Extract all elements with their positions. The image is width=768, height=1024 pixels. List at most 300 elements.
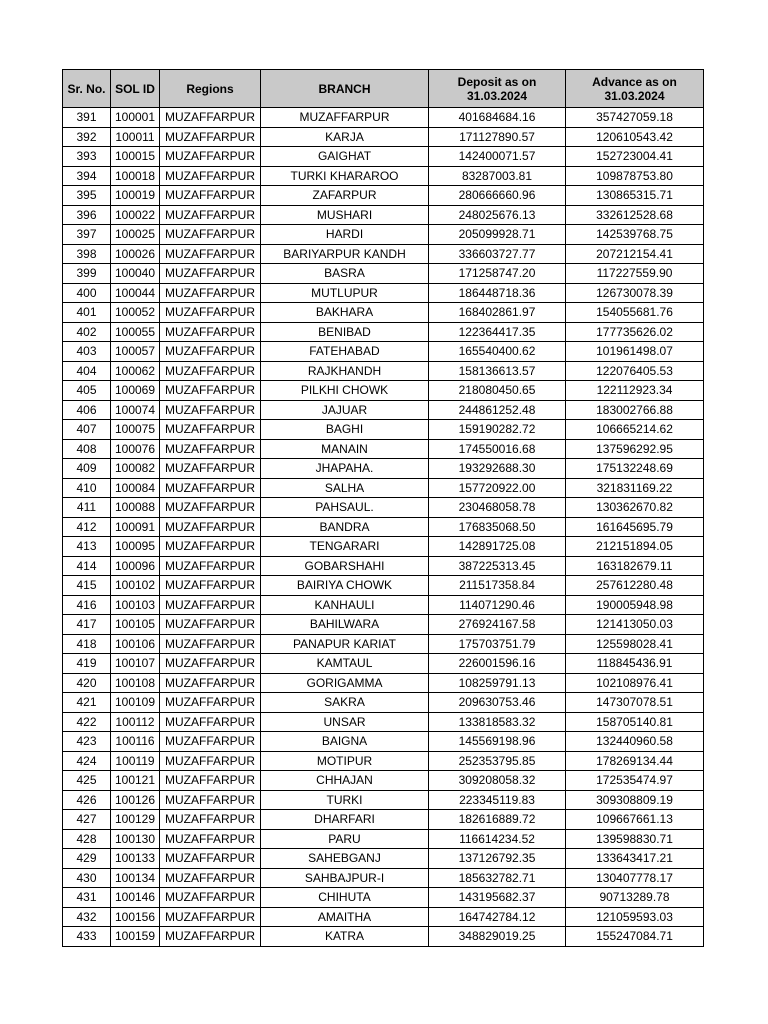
cell-branch: MUSHARI — [261, 205, 429, 225]
cell-region: MUZAFFARPUR — [160, 868, 261, 888]
cell-region: MUZAFFARPUR — [160, 186, 261, 206]
cell-deposit: 114071290.46 — [429, 595, 566, 615]
cell-sr-no: 391 — [63, 108, 111, 128]
cell-sr-no: 395 — [63, 186, 111, 206]
cell-sol-id: 100112 — [111, 712, 160, 732]
cell-sr-no: 424 — [63, 751, 111, 771]
cell-advance: 147307078.51 — [566, 693, 704, 713]
cell-sol-id: 100026 — [111, 244, 160, 264]
cell-sol-id: 100126 — [111, 790, 160, 810]
header-sr-no: Sr. No. — [63, 70, 111, 108]
cell-sr-no: 416 — [63, 595, 111, 615]
cell-region: MUZAFFARPUR — [160, 615, 261, 635]
cell-advance: 130407778.17 — [566, 868, 704, 888]
table-row — [63, 790, 704, 810]
cell-sol-id: 100011 — [111, 127, 160, 147]
cell-advance: 212151894.05 — [566, 537, 704, 557]
cell-sol-id: 100105 — [111, 615, 160, 635]
cell-deposit: 182616889.72 — [429, 810, 566, 830]
cell-deposit: 168402861.97 — [429, 303, 566, 323]
table-row — [63, 264, 704, 284]
cell-deposit: 145569198.96 — [429, 732, 566, 752]
cell-advance: 126730078.39 — [566, 283, 704, 303]
table-row — [63, 283, 704, 303]
cell-advance: 106665214.62 — [566, 420, 704, 440]
cell-sol-id: 100107 — [111, 654, 160, 674]
cell-advance: 142539768.75 — [566, 225, 704, 245]
cell-sr-no: 409 — [63, 459, 111, 479]
cell-region: MUZAFFARPUR — [160, 634, 261, 654]
cell-sr-no: 412 — [63, 517, 111, 537]
cell-branch: PILKHI CHOWK — [261, 381, 429, 401]
cell-sol-id: 100022 — [111, 205, 160, 225]
cell-sr-no: 423 — [63, 732, 111, 752]
table-row — [63, 517, 704, 537]
cell-advance: 118845436.91 — [566, 654, 704, 674]
cell-advance: 122076405.53 — [566, 361, 704, 381]
header-regions: Regions — [160, 70, 261, 108]
cell-sr-no: 425 — [63, 771, 111, 791]
header-deposit: Deposit as on 31.03.2024 — [429, 70, 566, 108]
table-row — [63, 166, 704, 186]
cell-advance: 132440960.58 — [566, 732, 704, 752]
cell-sol-id: 100088 — [111, 498, 160, 518]
cell-deposit: 171258747.20 — [429, 264, 566, 284]
cell-branch: MANAIN — [261, 439, 429, 459]
table-row — [63, 751, 704, 771]
cell-branch: KANHAULI — [261, 595, 429, 615]
cell-branch: UNSAR — [261, 712, 429, 732]
cell-sol-id: 100084 — [111, 478, 160, 498]
cell-sol-id: 100069 — [111, 381, 160, 401]
cell-region: MUZAFFARPUR — [160, 439, 261, 459]
cell-advance: 122112923.34 — [566, 381, 704, 401]
cell-sr-no: 408 — [63, 439, 111, 459]
cell-deposit: 223345119.83 — [429, 790, 566, 810]
cell-sol-id: 100019 — [111, 186, 160, 206]
cell-branch: PARU — [261, 829, 429, 849]
cell-sr-no: 426 — [63, 790, 111, 810]
cell-advance: 152723004.41 — [566, 147, 704, 167]
cell-advance: 155247084.71 — [566, 927, 704, 947]
table-row — [63, 420, 704, 440]
cell-advance: 130865315.71 — [566, 186, 704, 206]
cell-sr-no: 428 — [63, 829, 111, 849]
cell-advance: 101961498.07 — [566, 342, 704, 362]
cell-sr-no: 393 — [63, 147, 111, 167]
table-row — [63, 205, 704, 225]
table-row — [63, 712, 704, 732]
cell-deposit: 143195682.37 — [429, 888, 566, 908]
cell-deposit: 174550016.68 — [429, 439, 566, 459]
cell-region: MUZAFFARPUR — [160, 361, 261, 381]
cell-sr-no: 433 — [63, 927, 111, 947]
cell-region: MUZAFFARPUR — [160, 888, 261, 908]
cell-sol-id: 100018 — [111, 166, 160, 186]
cell-sol-id: 100130 — [111, 829, 160, 849]
cell-deposit: 108259791.13 — [429, 673, 566, 693]
cell-sol-id: 100040 — [111, 264, 160, 284]
cell-advance: 183002766.88 — [566, 400, 704, 420]
cell-branch: BAGHI — [261, 420, 429, 440]
cell-advance: 172535474.97 — [566, 771, 704, 791]
table-row — [63, 868, 704, 888]
cell-branch: JHAPAHA. — [261, 459, 429, 479]
cell-branch: SALHA — [261, 478, 429, 498]
cell-advance: 178269134.44 — [566, 751, 704, 771]
cell-sr-no: 392 — [63, 127, 111, 147]
cell-deposit: 186448718.36 — [429, 283, 566, 303]
cell-branch: MOTIPUR — [261, 751, 429, 771]
cell-branch: PANAPUR KARIAT — [261, 634, 429, 654]
cell-advance: 175132248.69 — [566, 459, 704, 479]
table-row — [63, 459, 704, 479]
cell-advance: 357427059.18 — [566, 108, 704, 128]
cell-region: MUZAFFARPUR — [160, 693, 261, 713]
table-row — [63, 478, 704, 498]
cell-advance: 309308809.19 — [566, 790, 704, 810]
cell-deposit: 83287003.81 — [429, 166, 566, 186]
cell-deposit: 280666660.96 — [429, 186, 566, 206]
cell-advance: 133643417.21 — [566, 849, 704, 869]
cell-region: MUZAFFARPUR — [160, 517, 261, 537]
cell-deposit: 336603727.77 — [429, 244, 566, 264]
cell-region: MUZAFFARPUR — [160, 108, 261, 128]
cell-sol-id: 100095 — [111, 537, 160, 557]
cell-sol-id: 100102 — [111, 576, 160, 596]
table-row — [63, 439, 704, 459]
cell-deposit: 205099928.71 — [429, 225, 566, 245]
cell-sol-id: 100146 — [111, 888, 160, 908]
cell-sr-no: 431 — [63, 888, 111, 908]
table-row — [63, 322, 704, 342]
cell-sol-id: 100159 — [111, 927, 160, 947]
table-row — [63, 537, 704, 557]
table-row — [63, 849, 704, 869]
cell-region: MUZAFFARPUR — [160, 576, 261, 596]
cell-sol-id: 100109 — [111, 693, 160, 713]
cell-sol-id: 100052 — [111, 303, 160, 323]
cell-branch: BAIRIYA CHOWK — [261, 576, 429, 596]
table-row — [63, 556, 704, 576]
cell-sol-id: 100106 — [111, 634, 160, 654]
cell-region: MUZAFFARPUR — [160, 381, 261, 401]
cell-branch: KATRA — [261, 927, 429, 947]
cell-sr-no: 413 — [63, 537, 111, 557]
cell-sr-no: 420 — [63, 673, 111, 693]
table-row — [63, 225, 704, 245]
cell-sr-no: 407 — [63, 420, 111, 440]
cell-deposit: 159190282.72 — [429, 420, 566, 440]
cell-region: MUZAFFARPUR — [160, 283, 261, 303]
cell-deposit: 244861252.48 — [429, 400, 566, 420]
header-branch: BRANCH — [261, 70, 429, 108]
table-row — [63, 771, 704, 791]
cell-advance: 332612528.68 — [566, 205, 704, 225]
table-row — [63, 927, 704, 947]
cell-branch: SAHBAJPUR-I — [261, 868, 429, 888]
cell-advance: 121059593.03 — [566, 907, 704, 927]
cell-sr-no: 419 — [63, 654, 111, 674]
cell-sol-id: 100074 — [111, 400, 160, 420]
table-row — [63, 244, 704, 264]
cell-deposit: 387225313.45 — [429, 556, 566, 576]
cell-sr-no: 418 — [63, 634, 111, 654]
cell-sr-no: 430 — [63, 868, 111, 888]
cell-advance: 137596292.95 — [566, 439, 704, 459]
table-row — [63, 127, 704, 147]
cell-advance: 125598028.41 — [566, 634, 704, 654]
cell-region: MUZAFFARPUR — [160, 595, 261, 615]
cell-region: MUZAFFARPUR — [160, 225, 261, 245]
cell-advance: 130362670.82 — [566, 498, 704, 518]
cell-branch: KARJA — [261, 127, 429, 147]
cell-region: MUZAFFARPUR — [160, 673, 261, 693]
cell-branch: KAMTAUL — [261, 654, 429, 674]
cell-region: MUZAFFARPUR — [160, 400, 261, 420]
table-row — [63, 654, 704, 674]
cell-region: MUZAFFARPUR — [160, 790, 261, 810]
cell-branch: BAHILWARA — [261, 615, 429, 635]
cell-deposit: 276924167.58 — [429, 615, 566, 635]
cell-region: MUZAFFARPUR — [160, 751, 261, 771]
cell-deposit: 176835068.50 — [429, 517, 566, 537]
table-body — [63, 108, 704, 947]
cell-sol-id: 100116 — [111, 732, 160, 752]
cell-region: MUZAFFARPUR — [160, 654, 261, 674]
cell-deposit: 142400071.57 — [429, 147, 566, 167]
cell-deposit: 401684684.16 — [429, 108, 566, 128]
cell-sol-id: 100156 — [111, 907, 160, 927]
cell-region: MUZAFFARPUR — [160, 459, 261, 479]
cell-sr-no: 399 — [63, 264, 111, 284]
cell-branch: PAHSAUL. — [261, 498, 429, 518]
table-header-row — [63, 70, 704, 108]
cell-deposit: 122364417.35 — [429, 322, 566, 342]
cell-branch: HARDI — [261, 225, 429, 245]
cell-branch: SAKRA — [261, 693, 429, 713]
cell-region: MUZAFFARPUR — [160, 147, 261, 167]
cell-advance: 161645695.79 — [566, 517, 704, 537]
cell-region: MUZAFFARPUR — [160, 322, 261, 342]
cell-sr-no: 403 — [63, 342, 111, 362]
cell-sol-id: 100108 — [111, 673, 160, 693]
cell-advance: 321831169.22 — [566, 478, 704, 498]
cell-branch: BASRA — [261, 264, 429, 284]
cell-deposit: 133818583.32 — [429, 712, 566, 732]
cell-deposit: 164742784.12 — [429, 907, 566, 927]
cell-sol-id: 100055 — [111, 322, 160, 342]
cell-region: MUZAFFARPUR — [160, 537, 261, 557]
cell-advance: 257612280.48 — [566, 576, 704, 596]
cell-deposit: 158136613.57 — [429, 361, 566, 381]
table-row — [63, 829, 704, 849]
cell-deposit: 142891725.08 — [429, 537, 566, 557]
table-row — [63, 907, 704, 927]
cell-sr-no: 415 — [63, 576, 111, 596]
cell-advance: 109878753.80 — [566, 166, 704, 186]
cell-deposit: 309208058.32 — [429, 771, 566, 791]
cell-region: MUZAFFARPUR — [160, 166, 261, 186]
cell-advance: 177735626.02 — [566, 322, 704, 342]
cell-sr-no: 427 — [63, 810, 111, 830]
cell-sr-no: 414 — [63, 556, 111, 576]
cell-region: MUZAFFARPUR — [160, 478, 261, 498]
cell-advance: 90713289.78 — [566, 888, 704, 908]
cell-region: MUZAFFARPUR — [160, 849, 261, 869]
cell-branch: RAJKHANDH — [261, 361, 429, 381]
cell-branch: MUTLUPUR — [261, 283, 429, 303]
cell-region: MUZAFFARPUR — [160, 829, 261, 849]
cell-region: MUZAFFARPUR — [160, 303, 261, 323]
cell-branch: TURKI KHARAROO — [261, 166, 429, 186]
cell-sr-no: 397 — [63, 225, 111, 245]
table-row — [63, 634, 704, 654]
cell-sr-no: 398 — [63, 244, 111, 264]
cell-branch: ZAFARPUR — [261, 186, 429, 206]
cell-sol-id: 100134 — [111, 868, 160, 888]
cell-advance: 109667661.13 — [566, 810, 704, 830]
cell-region: MUZAFFARPUR — [160, 205, 261, 225]
table-row — [63, 186, 704, 206]
cell-advance: 121413050.03 — [566, 615, 704, 635]
cell-branch: GAIGHAT — [261, 147, 429, 167]
cell-region: MUZAFFARPUR — [160, 556, 261, 576]
cell-region: MUZAFFARPUR — [160, 732, 261, 752]
cell-region: MUZAFFARPUR — [160, 810, 261, 830]
cell-sr-no: 417 — [63, 615, 111, 635]
cell-sr-no: 396 — [63, 205, 111, 225]
table-row — [63, 342, 704, 362]
cell-sol-id: 100044 — [111, 283, 160, 303]
cell-deposit: 175703751.79 — [429, 634, 566, 654]
cell-branch: BANDRA — [261, 517, 429, 537]
cell-branch: JAJUAR — [261, 400, 429, 420]
cell-region: MUZAFFARPUR — [160, 244, 261, 264]
cell-deposit: 116614234.52 — [429, 829, 566, 849]
cell-region: MUZAFFARPUR — [160, 712, 261, 732]
cell-sr-no: 401 — [63, 303, 111, 323]
table-row — [63, 498, 704, 518]
cell-advance: 139598830.71 — [566, 829, 704, 849]
table-row — [63, 732, 704, 752]
cell-sol-id: 100121 — [111, 771, 160, 791]
cell-advance: 154055681.76 — [566, 303, 704, 323]
cell-region: MUZAFFARPUR — [160, 771, 261, 791]
table-row — [63, 147, 704, 167]
cell-branch: CHHAJAN — [261, 771, 429, 791]
cell-sol-id: 100091 — [111, 517, 160, 537]
cell-branch: TURKI — [261, 790, 429, 810]
cell-sr-no: 422 — [63, 712, 111, 732]
cell-sol-id: 100133 — [111, 849, 160, 869]
cell-sol-id: 100057 — [111, 342, 160, 362]
cell-region: MUZAFFARPUR — [160, 927, 261, 947]
cell-region: MUZAFFARPUR — [160, 907, 261, 927]
cell-sr-no: 429 — [63, 849, 111, 869]
cell-sr-no: 400 — [63, 283, 111, 303]
table-row — [63, 361, 704, 381]
cell-sol-id: 100119 — [111, 751, 160, 771]
cell-region: MUZAFFARPUR — [160, 420, 261, 440]
cell-sol-id: 100096 — [111, 556, 160, 576]
cell-deposit: 218080450.65 — [429, 381, 566, 401]
cell-sol-id: 100062 — [111, 361, 160, 381]
cell-branch: SAHEBGANJ — [261, 849, 429, 869]
cell-advance: 190005948.98 — [566, 595, 704, 615]
cell-sr-no: 411 — [63, 498, 111, 518]
cell-branch: BENIBAD — [261, 322, 429, 342]
branch-data-table — [62, 69, 704, 947]
cell-deposit: 185632782.71 — [429, 868, 566, 888]
cell-branch: GORIGAMMA — [261, 673, 429, 693]
cell-region: MUZAFFARPUR — [160, 498, 261, 518]
table-row — [63, 615, 704, 635]
cell-deposit: 252353795.85 — [429, 751, 566, 771]
cell-advance: 117227559.90 — [566, 264, 704, 284]
cell-region: MUZAFFARPUR — [160, 342, 261, 362]
cell-sr-no: 406 — [63, 400, 111, 420]
cell-sr-no: 402 — [63, 322, 111, 342]
cell-sol-id: 100025 — [111, 225, 160, 245]
cell-sol-id: 100082 — [111, 459, 160, 479]
cell-branch: MUZAFFARPUR — [261, 108, 429, 128]
cell-region: MUZAFFARPUR — [160, 264, 261, 284]
cell-deposit: 171127890.57 — [429, 127, 566, 147]
cell-sol-id: 100075 — [111, 420, 160, 440]
cell-sr-no: 410 — [63, 478, 111, 498]
cell-deposit: 157720922.00 — [429, 478, 566, 498]
cell-sol-id: 100103 — [111, 595, 160, 615]
header-advance: Advance as on 31.03.2024 — [566, 70, 704, 108]
cell-sr-no: 394 — [63, 166, 111, 186]
cell-advance: 158705140.81 — [566, 712, 704, 732]
cell-sr-no: 405 — [63, 381, 111, 401]
cell-branch: CHIHUTA — [261, 888, 429, 908]
cell-sol-id: 100015 — [111, 147, 160, 167]
cell-deposit: 137126792.35 — [429, 849, 566, 869]
cell-deposit: 165540400.62 — [429, 342, 566, 362]
cell-branch: GOBARSHAHI — [261, 556, 429, 576]
cell-sol-id: 100001 — [111, 108, 160, 128]
cell-branch: BAKHARA — [261, 303, 429, 323]
cell-advance: 102108976.41 — [566, 673, 704, 693]
table-row — [63, 673, 704, 693]
cell-deposit: 248025676.13 — [429, 205, 566, 225]
table-row — [63, 381, 704, 401]
cell-branch: FATEHABAD — [261, 342, 429, 362]
table-row — [63, 108, 704, 128]
cell-advance: 207212154.41 — [566, 244, 704, 264]
cell-branch: TENGARARI — [261, 537, 429, 557]
table-row — [63, 595, 704, 615]
table-row — [63, 810, 704, 830]
cell-branch: BARIYARPUR KANDH — [261, 244, 429, 264]
cell-deposit: 348829019.25 — [429, 927, 566, 947]
cell-branch: AMAITHA — [261, 907, 429, 927]
cell-sol-id: 100129 — [111, 810, 160, 830]
table-row — [63, 576, 704, 596]
cell-deposit: 209630753.46 — [429, 693, 566, 713]
cell-deposit: 193292688.30 — [429, 459, 566, 479]
table-row — [63, 303, 704, 323]
cell-advance: 163182679.11 — [566, 556, 704, 576]
cell-deposit: 230468058.78 — [429, 498, 566, 518]
cell-sr-no: 421 — [63, 693, 111, 713]
cell-deposit: 226001596.16 — [429, 654, 566, 674]
cell-sr-no: 432 — [63, 907, 111, 927]
cell-advance: 120610543.42 — [566, 127, 704, 147]
